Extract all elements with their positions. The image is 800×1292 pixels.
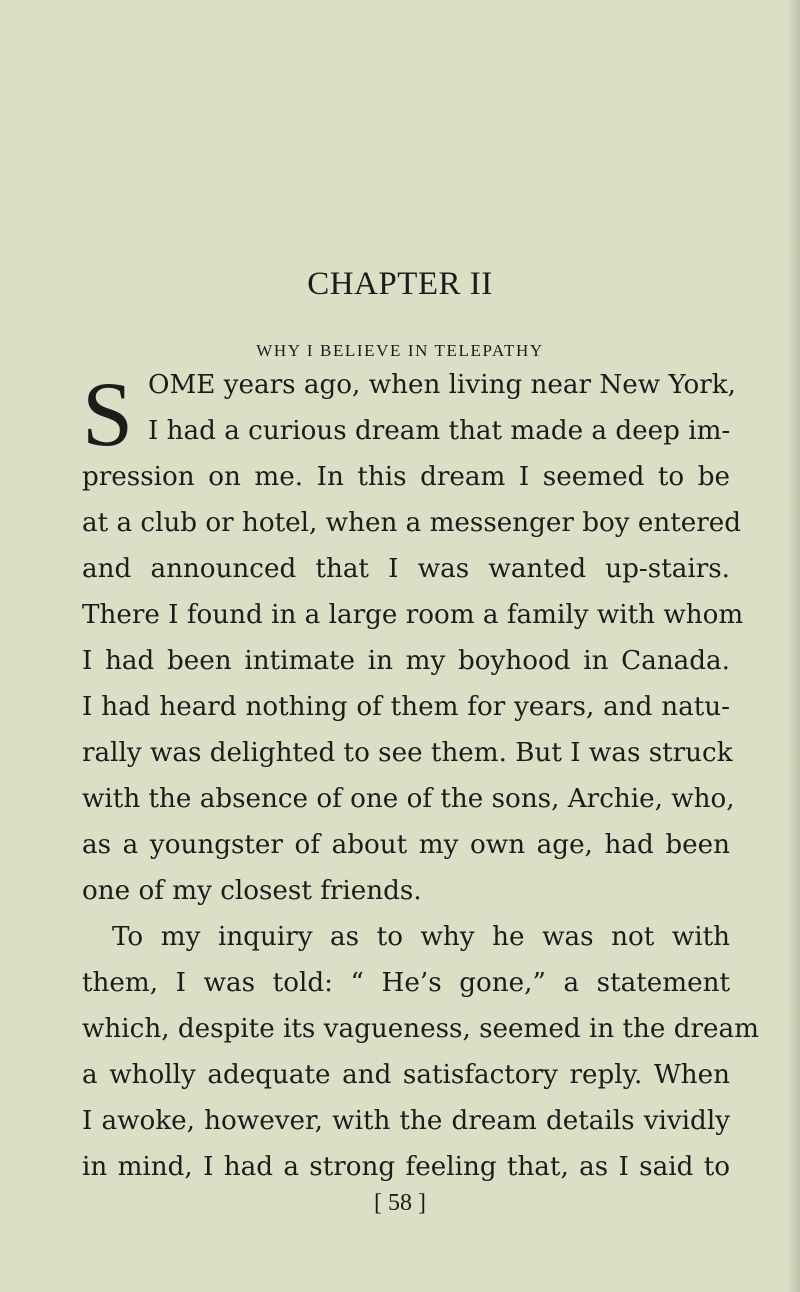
text-line: I had been intimate in my boyhood in Canada. — [82, 646, 730, 676]
text-line: I awoke, however, with the dream details vividly — [82, 1106, 730, 1136]
text-line: I had a curious dream that made a deep im- — [148, 416, 731, 446]
text-line: OME years ago, when living near New York, — [148, 370, 737, 400]
drop-cap: S — [82, 363, 134, 465]
text-line: which, despite its vagueness, seemed in the dream — [82, 1014, 759, 1044]
chapter-subtitle: WHY I BELIEVE IN TELEPATHY — [256, 341, 544, 360]
page-number: [ 58 ] — [374, 1190, 426, 1216]
text-line: with the absence of one of the sons, Archie, who, — [82, 784, 735, 814]
text-line: rally was delighted to see them. But I was struck — [82, 738, 733, 768]
text-line: pression on me. In this dream I seemed to be — [82, 462, 730, 492]
text-line: and announced that I was wanted up-stairs. — [82, 554, 730, 584]
text-line: To my inquiry as to why he was not with — [112, 922, 730, 952]
text-line: a wholly adequate and satisfactory reply. When — [82, 1060, 730, 1090]
text-line: one of my closest friends. — [82, 876, 422, 906]
page-edge-shadow — [788, 0, 800, 1292]
text-line: I had heard nothing of them for years, and natu- — [82, 692, 730, 722]
chapter-title: CHAPTER II — [307, 266, 493, 302]
text-line: There I found in a large room a family with whom — [82, 600, 744, 630]
text-line: in mind, I had a strong feeling that, as I said to — [82, 1152, 730, 1182]
text-line: as a youngster of about my own age, had been — [82, 830, 730, 860]
text-line: them, I was told: “ He’s gone,” a statement — [82, 968, 730, 998]
text-line: at a club or hotel, when a messenger boy entered — [82, 508, 742, 538]
